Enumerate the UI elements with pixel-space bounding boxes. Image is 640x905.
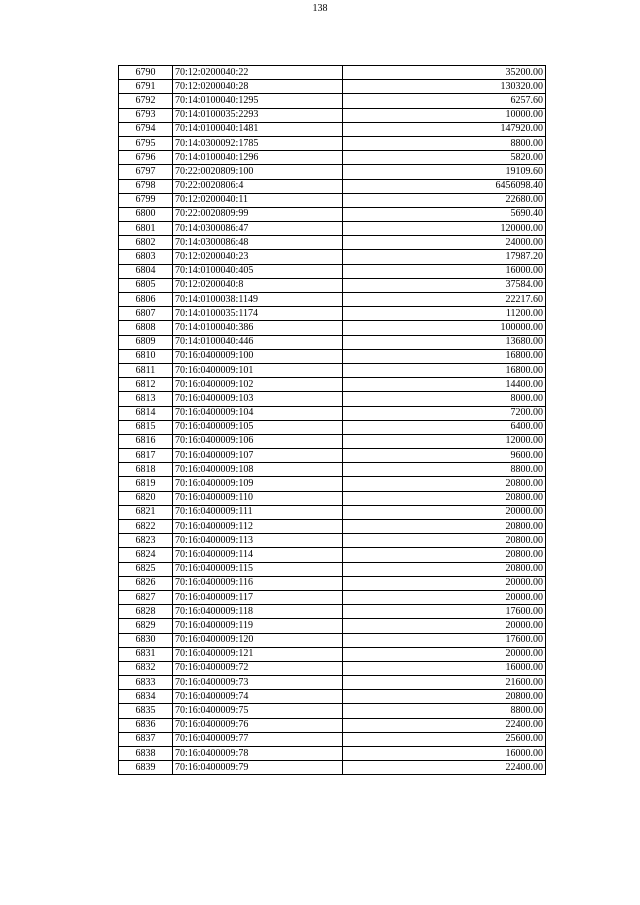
value-cell: 5690.40 (343, 207, 546, 221)
row-number-cell: 6830 (119, 633, 173, 647)
row-number-cell: 6832 (119, 661, 173, 675)
table-row (119, 151, 546, 165)
row-number-cell: 6823 (119, 534, 173, 548)
row-number-cell: 6821 (119, 505, 173, 519)
table-row (119, 392, 546, 406)
row-number-cell: 6803 (119, 250, 173, 264)
cadastral-number-cell: 70:16:0400009:74 (173, 690, 343, 704)
table-row (119, 633, 546, 647)
table-row (119, 193, 546, 207)
cadastral-number-cell: 70:16:0400009:116 (173, 576, 343, 590)
row-number-cell: 6819 (119, 477, 173, 491)
cadastral-number-cell: 70:16:0400009:73 (173, 676, 343, 690)
cadastral-number-cell: 70:14:0100040:1296 (173, 151, 343, 165)
value-cell: 14400.00 (343, 378, 546, 392)
row-number-cell: 6798 (119, 179, 173, 193)
row-number-cell: 6828 (119, 605, 173, 619)
row-number-cell: 6836 (119, 718, 173, 732)
value-cell: 20800.00 (343, 690, 546, 704)
cadastral-number-cell: 70:16:0400009:108 (173, 463, 343, 477)
cadastral-number-cell: 70:16:0400009:115 (173, 562, 343, 576)
cadastral-number-cell: 70:16:0400009:110 (173, 491, 343, 505)
value-cell: 5820.00 (343, 151, 546, 165)
value-cell: 20800.00 (343, 534, 546, 548)
value-cell: 17600.00 (343, 605, 546, 619)
cadastral-number-cell: 70:14:0100035:1174 (173, 307, 343, 321)
value-cell: 22217.60 (343, 293, 546, 307)
table-row (119, 562, 546, 576)
value-cell: 13680.00 (343, 335, 546, 349)
value-cell: 100000.00 (343, 321, 546, 335)
cadastral-number-cell: 70:16:0400009:75 (173, 704, 343, 718)
cadastral-number-cell: 70:16:0400009:72 (173, 661, 343, 675)
cadastral-number-cell: 70:14:0100040:446 (173, 335, 343, 349)
value-cell: 20000.00 (343, 619, 546, 633)
cadastral-number-cell: 70:16:0400009:76 (173, 718, 343, 732)
table-row (119, 179, 546, 193)
value-cell: 20800.00 (343, 548, 546, 562)
table-row (119, 307, 546, 321)
row-number-cell: 6800 (119, 207, 173, 221)
value-cell: 22400.00 (343, 761, 546, 775)
cadastral-number-cell: 70:16:0400009:78 (173, 747, 343, 761)
table-row (119, 278, 546, 292)
table-row (119, 136, 546, 150)
value-cell: 22680.00 (343, 193, 546, 207)
value-cell: 16800.00 (343, 349, 546, 363)
row-number-cell: 6796 (119, 151, 173, 165)
value-cell: 6456098.40 (343, 179, 546, 193)
row-number-cell: 6809 (119, 335, 173, 349)
value-cell: 20800.00 (343, 562, 546, 576)
cadastral-number-cell: 70:14:0100040:386 (173, 321, 343, 335)
row-number-cell: 6835 (119, 704, 173, 718)
row-number-cell: 6826 (119, 576, 173, 590)
value-cell: 8800.00 (343, 136, 546, 150)
table-row (119, 619, 546, 633)
value-cell: 20000.00 (343, 647, 546, 661)
value-cell: 16000.00 (343, 661, 546, 675)
value-cell: 20800.00 (343, 520, 546, 534)
row-number-cell: 6815 (119, 420, 173, 434)
row-number-cell: 6811 (119, 363, 173, 377)
cadastral-number-cell: 70:22:0020809:100 (173, 165, 343, 179)
table-row (119, 321, 546, 335)
table-row (119, 236, 546, 250)
value-cell: 35200.00 (343, 66, 546, 80)
cadastral-number-cell: 70:16:0400009:120 (173, 633, 343, 647)
table-row (119, 80, 546, 94)
value-cell: 7200.00 (343, 406, 546, 420)
value-cell: 22400.00 (343, 718, 546, 732)
table-row (119, 534, 546, 548)
value-cell: 17987.20 (343, 250, 546, 264)
row-number-cell: 6820 (119, 491, 173, 505)
row-number-cell: 6793 (119, 108, 173, 122)
row-number-cell: 6804 (119, 264, 173, 278)
row-number-cell: 6807 (119, 307, 173, 321)
cadastral-number-cell: 70:16:0400009:105 (173, 420, 343, 434)
value-cell: 130320.00 (343, 80, 546, 94)
cadastral-number-cell: 70:16:0400009:106 (173, 434, 343, 448)
cadastral-number-cell: 70:16:0400009:104 (173, 406, 343, 420)
value-cell: 8000.00 (343, 392, 546, 406)
table-row (119, 676, 546, 690)
table-row (119, 761, 546, 775)
table-row (119, 406, 546, 420)
value-cell: 37584.00 (343, 278, 546, 292)
table-row (119, 335, 546, 349)
row-number-cell: 6837 (119, 732, 173, 746)
cadastral-number-cell: 70:12:0200040:8 (173, 278, 343, 292)
row-number-cell: 6802 (119, 236, 173, 250)
row-number-cell: 6831 (119, 647, 173, 661)
row-number-cell: 6791 (119, 80, 173, 94)
cadastral-number-cell: 70:16:0400009:103 (173, 392, 343, 406)
value-cell: 6257.60 (343, 94, 546, 108)
value-cell: 21600.00 (343, 676, 546, 690)
table-row (119, 477, 546, 491)
table-row (119, 363, 546, 377)
table-row (119, 661, 546, 675)
table-row (119, 94, 546, 108)
cadastral-number-cell: 70:14:0100038:1149 (173, 293, 343, 307)
table-row (119, 747, 546, 761)
cadastral-number-cell: 70:14:0300086:47 (173, 222, 343, 236)
value-cell: 6400.00 (343, 420, 546, 434)
row-number-cell: 6829 (119, 619, 173, 633)
cadastral-number-cell: 70:16:0400009:102 (173, 378, 343, 392)
table-row (119, 647, 546, 661)
table-row (119, 207, 546, 221)
table-row (119, 349, 546, 363)
row-number-cell: 6838 (119, 747, 173, 761)
cadastral-number-cell: 70:16:0400009:101 (173, 363, 343, 377)
table-row (119, 704, 546, 718)
cadastral-number-cell: 70:16:0400009:112 (173, 520, 343, 534)
table-row (119, 108, 546, 122)
value-cell: 19109.60 (343, 165, 546, 179)
table-row (119, 520, 546, 534)
value-cell: 20800.00 (343, 477, 546, 491)
table-row (119, 548, 546, 562)
row-number-cell: 6817 (119, 449, 173, 463)
cadastral-number-cell: 70:22:0020806:4 (173, 179, 343, 193)
cadastral-number-cell: 70:16:0400009:111 (173, 505, 343, 519)
table-row (119, 222, 546, 236)
cadastral-number-cell: 70:12:0200040:11 (173, 193, 343, 207)
value-cell: 17600.00 (343, 633, 546, 647)
value-cell: 11200.00 (343, 307, 546, 321)
table-row (119, 420, 546, 434)
cadastral-number-cell: 70:16:0400009:114 (173, 548, 343, 562)
row-number-cell: 6813 (119, 392, 173, 406)
row-number-cell: 6816 (119, 434, 173, 448)
value-cell: 147920.00 (343, 122, 546, 136)
row-number-cell: 6795 (119, 136, 173, 150)
cadastral-number-cell: 70:16:0400009:79 (173, 761, 343, 775)
table-row (119, 718, 546, 732)
table-row (119, 122, 546, 136)
row-number-cell: 6812 (119, 378, 173, 392)
row-number-cell: 6799 (119, 193, 173, 207)
row-number-cell: 6833 (119, 676, 173, 690)
cadastral-number-cell: 70:16:0400009:109 (173, 477, 343, 491)
row-number-cell: 6797 (119, 165, 173, 179)
table-row (119, 378, 546, 392)
value-cell: 20000.00 (343, 590, 546, 604)
cadastral-number-cell: 70:14:0100035:2293 (173, 108, 343, 122)
cadastral-number-cell: 70:14:0100040:1295 (173, 94, 343, 108)
table-row (119, 690, 546, 704)
row-number-cell: 6808 (119, 321, 173, 335)
table-row (119, 264, 546, 278)
table-row (119, 505, 546, 519)
value-cell: 9600.00 (343, 449, 546, 463)
cadastral-number-cell: 70:14:0300086:48 (173, 236, 343, 250)
cadastral-number-cell: 70:16:0400009:113 (173, 534, 343, 548)
table-row (119, 590, 546, 604)
row-number-cell: 6806 (119, 293, 173, 307)
page-number: 138 (312, 3, 328, 14)
cadastral-number-cell: 70:16:0400009:100 (173, 349, 343, 363)
cadastral-number-cell: 70:12:0200040:28 (173, 80, 343, 94)
value-cell: 16000.00 (343, 264, 546, 278)
row-number-cell: 6805 (119, 278, 173, 292)
table-row (119, 250, 546, 264)
cadastral-number-cell: 70:14:0100040:1481 (173, 122, 343, 136)
row-number-cell: 6824 (119, 548, 173, 562)
cadastral-number-cell: 70:16:0400009:121 (173, 647, 343, 661)
value-cell: 8800.00 (343, 704, 546, 718)
table-row (119, 605, 546, 619)
row-number-cell: 6839 (119, 761, 173, 775)
row-number-cell: 6801 (119, 222, 173, 236)
row-number-cell: 6792 (119, 94, 173, 108)
row-number-cell: 6810 (119, 349, 173, 363)
table-row (119, 491, 546, 505)
cadastral-number-cell: 70:16:0400009:117 (173, 590, 343, 604)
value-cell: 25600.00 (343, 732, 546, 746)
table-row (119, 463, 546, 477)
cadastral-number-cell: 70:14:0100040:405 (173, 264, 343, 278)
row-number-cell: 6790 (119, 66, 173, 80)
row-number-cell: 6818 (119, 463, 173, 477)
row-number-cell: 6814 (119, 406, 173, 420)
cadastral-number-cell: 70:12:0200040:22 (173, 66, 343, 80)
value-cell: 12000.00 (343, 434, 546, 448)
registry-table (118, 65, 546, 775)
value-cell: 8800.00 (343, 463, 546, 477)
value-cell: 16000.00 (343, 747, 546, 761)
value-cell: 120000.00 (343, 222, 546, 236)
cadastral-number-cell: 70:16:0400009:119 (173, 619, 343, 633)
table-row (119, 732, 546, 746)
table-row (119, 293, 546, 307)
row-number-cell: 6827 (119, 590, 173, 604)
value-cell: 20000.00 (343, 505, 546, 519)
value-cell: 20000.00 (343, 576, 546, 590)
cadastral-number-cell: 70:16:0400009:107 (173, 449, 343, 463)
row-number-cell: 6834 (119, 690, 173, 704)
table-row (119, 434, 546, 448)
table-row (119, 165, 546, 179)
value-cell: 20800.00 (343, 491, 546, 505)
cadastral-number-cell: 70:16:0400009:118 (173, 605, 343, 619)
value-cell: 10000.00 (343, 108, 546, 122)
row-number-cell: 6825 (119, 562, 173, 576)
value-cell: 16800.00 (343, 363, 546, 377)
table-row (119, 66, 546, 80)
cadastral-number-cell: 70:12:0200040:23 (173, 250, 343, 264)
value-cell: 24000.00 (343, 236, 546, 250)
cadastral-number-cell: 70:14:0300092:1785 (173, 136, 343, 150)
cadastral-number-cell: 70:22:0020809:99 (173, 207, 343, 221)
table-row (119, 449, 546, 463)
row-number-cell: 6794 (119, 122, 173, 136)
row-number-cell: 6822 (119, 520, 173, 534)
table-row (119, 576, 546, 590)
cadastral-number-cell: 70:16:0400009:77 (173, 732, 343, 746)
registry-table-body (119, 66, 546, 775)
